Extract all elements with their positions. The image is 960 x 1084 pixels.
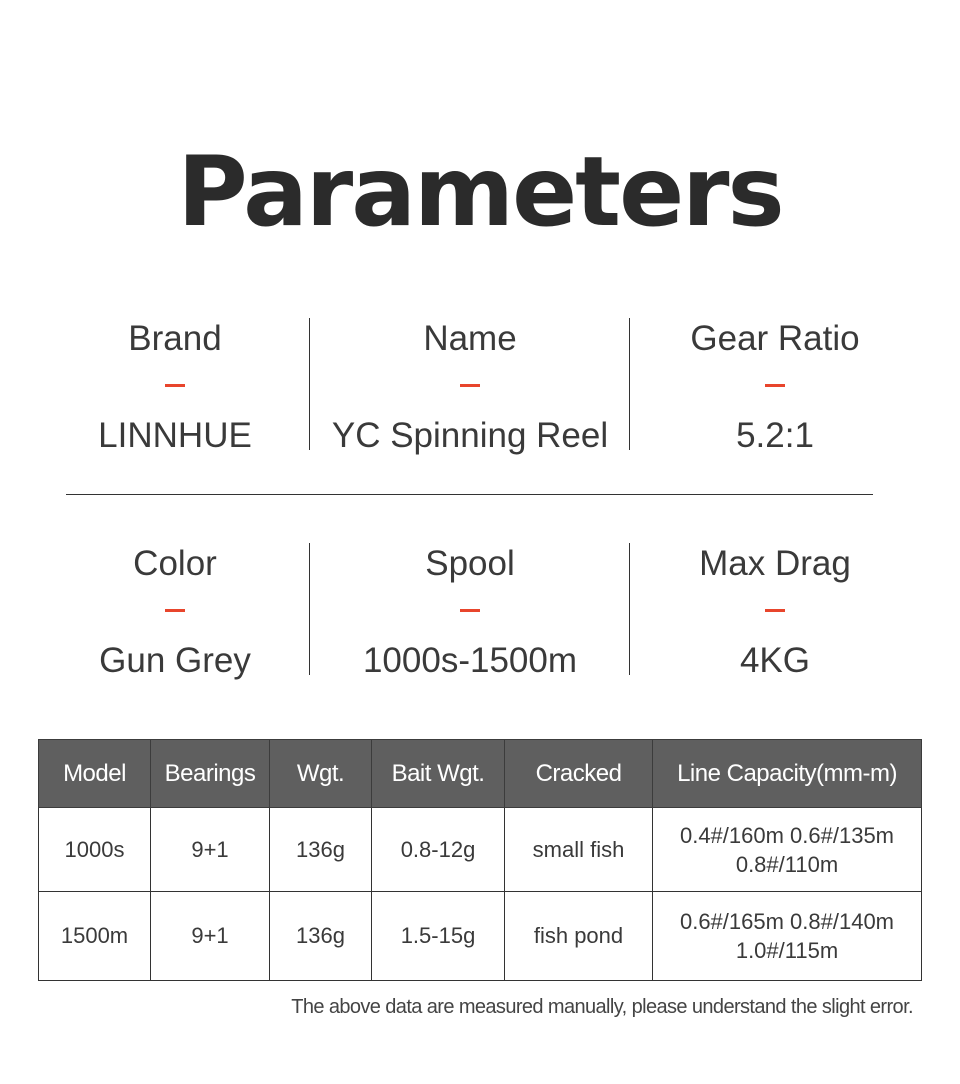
param-brand <box>40 312 310 455</box>
disclaimer-note: The above data are measured manually, please understand the slight error. <box>291 996 913 1018</box>
capacity-line: 1.0#/115m <box>735 938 839 963</box>
table-row <box>39 808 922 892</box>
capacity-line: 0.4#/160m 0.6#/135m <box>679 822 895 848</box>
accent-dash <box>165 609 185 612</box>
cell-weight: 136g <box>270 808 372 892</box>
table-header-row <box>39 740 922 808</box>
capacity-line: 0.6#/165m 0.8#/140m <box>679 909 895 934</box>
param-gear-ratio <box>630 312 920 455</box>
header-bearings: Bearings <box>151 740 270 808</box>
param-label: Max Drag <box>699 544 851 583</box>
param-name <box>310 312 630 455</box>
param-label: Color <box>133 544 217 583</box>
param-label: Brand <box>128 319 222 358</box>
param-color <box>40 537 310 680</box>
param-label: Name <box>423 319 517 358</box>
accent-dash <box>165 384 185 387</box>
vertical-divider <box>629 318 630 450</box>
cell-model: 1500m <box>39 892 151 981</box>
cell-line-capacity <box>653 808 922 892</box>
page-title: Parameters <box>177 136 783 248</box>
capacity-line: 0.8#/110m <box>735 851 839 877</box>
param-value: YC Spinning Reel <box>331 416 609 455</box>
cell-bait-weight: 0.8-12g <box>372 808 505 892</box>
accent-dash <box>765 609 785 612</box>
header-line-capacity: Line Capacity(mm-m) <box>653 740 922 808</box>
param-label: Spool <box>425 544 515 583</box>
accent-dash <box>460 384 480 387</box>
vertical-divider <box>309 543 310 675</box>
param-value: Gun Grey <box>99 641 251 680</box>
cell-weight: 136g <box>270 892 372 981</box>
cell-bait-weight: 1.5-15g <box>372 892 505 981</box>
table-row <box>39 892 922 981</box>
cell-bearings: 9+1 <box>151 892 270 981</box>
params-row-2 <box>40 537 920 680</box>
vertical-divider <box>309 318 310 450</box>
cell-cracked: small fish <box>505 808 653 892</box>
header-cracked: Cracked <box>505 740 653 808</box>
param-label: Gear Ratio <box>690 319 860 358</box>
param-value: LINNHUE <box>98 416 252 455</box>
header-bait-weight: Bait Wgt. <box>372 740 505 808</box>
specs-table <box>38 739 922 981</box>
param-max-drag <box>630 537 920 680</box>
accent-dash <box>460 609 480 612</box>
cell-bearings: 9+1 <box>151 808 270 892</box>
param-value: 5.2:1 <box>736 416 814 455</box>
cell-model: 1000s <box>39 808 151 892</box>
accent-dash <box>765 384 785 387</box>
header-weight: Wgt. <box>270 740 372 808</box>
params-row-1 <box>40 312 920 455</box>
param-spool <box>310 537 630 680</box>
cell-line-capacity <box>653 892 922 981</box>
horizontal-divider <box>66 494 873 495</box>
cell-cracked: fish pond <box>505 892 653 981</box>
header-model: Model <box>39 740 151 808</box>
param-value: 1000s-1500m <box>362 641 578 680</box>
vertical-divider <box>629 543 630 675</box>
param-value: 4KG <box>739 641 811 680</box>
